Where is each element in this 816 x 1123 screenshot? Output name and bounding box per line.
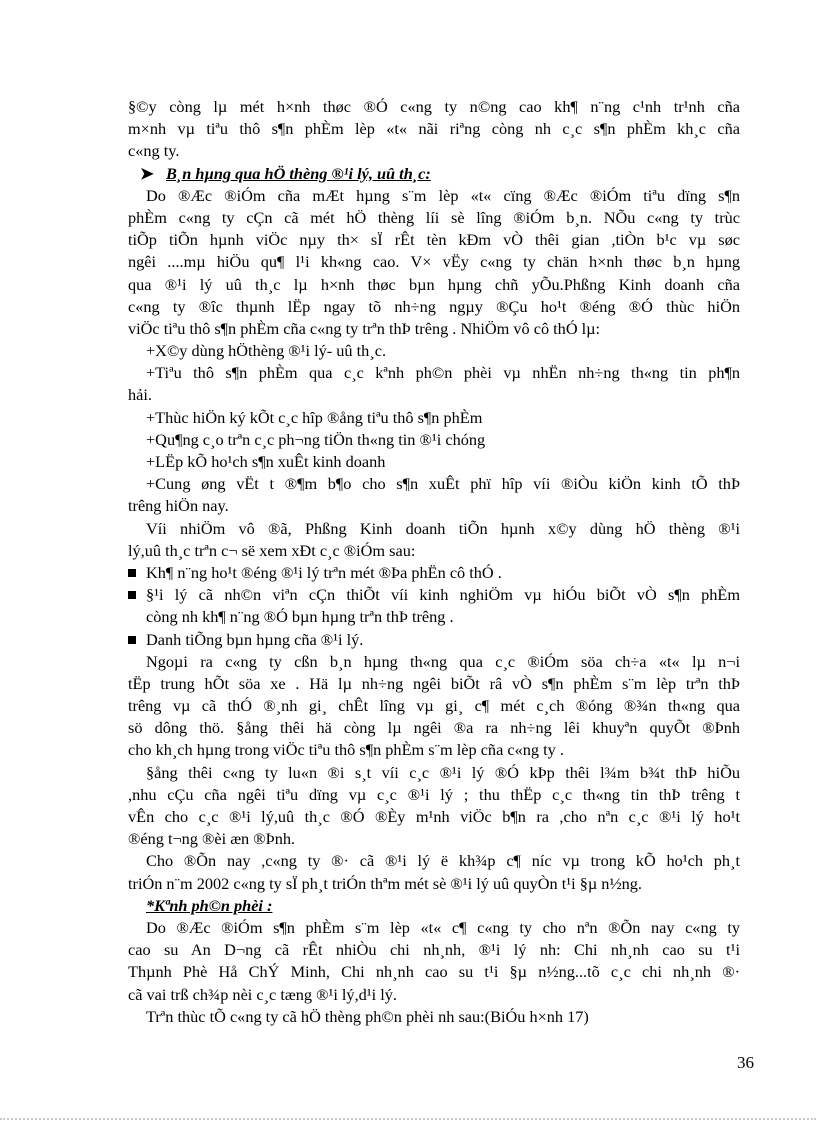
text-line: c«ng ty ®îc thµnh lËp ngay tõ nh÷ng ngµy ®Çu ho¹t ®éng ®Ó thùc hiÖn [128, 296, 740, 316]
text-line: §ång thêi c«ng ty lu«n ®i s¸t víi c¸c ®¹i lý ®Ó kÞp thêi l¾m b¾t thÞ hiÕu [146, 762, 740, 782]
text-line: cao su An D¬ng cã rÊt nhiÒu chi nh¸nh, ®¹i lý nh: Chi nh¸nh cao su t¹i [128, 940, 740, 960]
text-line: cho kh¸ch hµng trong viÖc tiªu thô s¶n phÈm s¨m lèp cña c«ng ty . [128, 740, 564, 760]
square-bullet-icon [128, 591, 136, 599]
task-item: +Cung øng vËt t ®¶m b¶o cho s¶n xuÊt phï hîp víi ®iÒu kiÖn kinh tÕ thÞ [146, 474, 740, 494]
text-line: Trªn thùc tÕ c«ng ty cã hÖ thèng ph©n phèi nh sau:(BiÓu h×nh 17) [146, 1006, 589, 1026]
text-line: qua ®¹i lý uû th¸c lµ h×nh thøc bµn hµng chñ yÕu.Phßng Kinh doanh cña [128, 274, 740, 294]
text-line: lý,uû th¸c trªn c¬ së xem xÐt c¸c ®iÓm sau: [128, 540, 416, 560]
bullet-text: Danh tiÕng bµn hµng cña ®¹i lý. [146, 629, 364, 649]
page-number: 36 [737, 1053, 754, 1072]
square-bullet-icon [128, 636, 136, 644]
bullet-text: Kh¶ n¨ng ho¹t ®éng ®¹i lý trªn mét ®Þa phËn cô thÓ . [146, 562, 502, 582]
arrow-bullet-icon: ➤ [140, 163, 154, 183]
heading-text: B¸n hµng qua hÖ thèng ®¹i lý, uû th¸c: [166, 163, 431, 183]
text-line: Do ®Æc ®iÓm cña mÆt hµng s¨m lèp «t« cïng ®Æc ®iÓm tiªu dïng s¶n [146, 185, 740, 205]
text-line: c«ng ty. [128, 141, 180, 161]
square-bullet-icon [128, 569, 136, 577]
text-line: vÊn cho c¸c ®¹i lý,uû th¸c ®Ó ®Èy m¹nh viÖc b¶n ra ,cho nªn c¸c ®¹i lý ho¹t [128, 807, 740, 826]
section-heading-ban-hang [128, 163, 740, 185]
text-line: phÈm c«ng ty cÇn cã mét hÖ thèng líi sè lîng ®iÓm b¸n. NÕu c«ng ty trùc [128, 207, 740, 227]
text-line: Cho ®Õn nay ,c«ng ty ®· cã ®¹i lý ë kh¾p c¶ níc vµ trong kÕ ho¹ch ph¸t [146, 851, 740, 871]
task-item-continuation: hải. [128, 385, 152, 405]
text-line: triÓn n¨m 2002 c«ng ty sÏ ph¸t triÓn thªm mét sè ®¹i lý uû quyÒn t¹i §µ n½ng. [128, 873, 643, 893]
text-line: tiÕp tiÕn hµnh viÖc nµy th× sÏ rÊt tèn kÐm vÒ thêi gian ,tiÒn b¹c vµ søc [128, 230, 740, 250]
text-line: Do ®Æc ®iÓm s¶n phÈm s¨m lèp «t« c¶ c«ng ty cho nªn ®Õn nay c«ng ty [146, 917, 740, 937]
text-line: Ngoµi ra c«ng ty cßn b¸n hµng th«ng qua c¸c ®iÓm söa ch÷a «t« lµ n¬i [146, 651, 740, 671]
bullet-item [128, 584, 740, 606]
bullet-item-continuation: còng nh kh¶ n¨ng ®Ó bµn hµng trªn thÞ trêng . [146, 607, 454, 627]
text-line: ®éng t¬ng ®èi æn ®Þnh. [128, 829, 296, 849]
task-item: +Thùc hiÖn ký kÕt c¸c hîp ®ång tiªu thô s¶n phÈm [146, 407, 483, 427]
text-line: Víi nhiÖm vô ®ã, Phßng Kinh doanh tiÕn hµnh x©y dùng hÖ thèng ®¹i [146, 518, 740, 538]
task-item: +X©y dùng hÖthèng ®¹i lý- uû th¸c. [146, 341, 387, 361]
text-line: tËp trung hÕt söa xe . Hä lµ nh÷ng ngêi biÕt râ vÒ s¶n phÈm s¨m lèp trªn thÞ [128, 673, 740, 693]
page-bottom-divider [0, 1118, 816, 1120]
bullet-text: §¹i lý cã nh©n viªn cÇn thiÕt víi kinh nghiÖm vµ hiÓu biÕt vÒ s¶n phÈm [146, 585, 740, 605]
text-line: §©y còng lµ mét h×nh thøc ®Ó c«ng ty n©ng cao kh¶ n¨ng c¹nh tr¹nh cña [128, 97, 740, 116]
heading-text: *Kªnh ph©n phèi : [146, 895, 273, 915]
task-item: +Tiªu thô s¶n phÈm qua c¸c kªnh ph©n phèi vµ nhËn nh÷ng th«ng tin ph¶n [146, 363, 740, 383]
task-item-continuation: trêng hiÖn nay. [128, 496, 229, 516]
text-line: trêng vµ cã thÓ ®¸nh gi¸ chÊt lîng vµ gi¸ c¶ mét c¸ch ®óng ®¾n th«ng qua [128, 696, 740, 716]
bullet-item [128, 629, 740, 651]
text-line: ,nhu cÇu cña ngêi tiªu dïng vµ c¸c ®¹i lý ; thu thËp c¸c th«ng tin thÞ trêng t [128, 784, 740, 804]
text-line: sö dông thö. §ång thêi hä còng lµ ngêi ®a ra nh÷ng lêi khuyªn quyÕt ®Þnh [128, 718, 740, 738]
text-line: Thµnh Phè Hå ChÝ Minh, Chi nh¸nh cao su t¹i §µ n½ng...tõ c¸c chi nh¸nh ®· [128, 962, 740, 982]
text-line: m×nh vµ tiªu thô s¶n phÈm lèp «t« nãi riªng còng nh c¸c s¶n phÈm kh¸c cña [128, 119, 740, 139]
section-heading-kenh [128, 895, 740, 917]
page-body [128, 96, 740, 1028]
text-line: ngêi ....mµ hiÖu qu¶ l¹i kh«ng cao. V× vËy c«ng ty chän h×nh thøc b¸n hµng [128, 252, 740, 272]
bullet-item [128, 562, 740, 584]
task-item: +Qu¶ng c¸o trªn c¸c ph¬ng tiÖn th«ng tin ®¹i chóng [146, 429, 486, 449]
text-line: viÖc tiªu thô s¶n phÈm cña c«ng ty trªn thÞ trêng . NhiÖm vô cô thÓ lµ: [128, 318, 601, 338]
text-line: cã vai trß ch¾p nèi c¸c tæng ®¹i lý,d¹i lý. [128, 984, 397, 1004]
task-item: +LËp kÕ ho¹ch s¶n xuÊt kinh doanh [146, 452, 386, 471]
